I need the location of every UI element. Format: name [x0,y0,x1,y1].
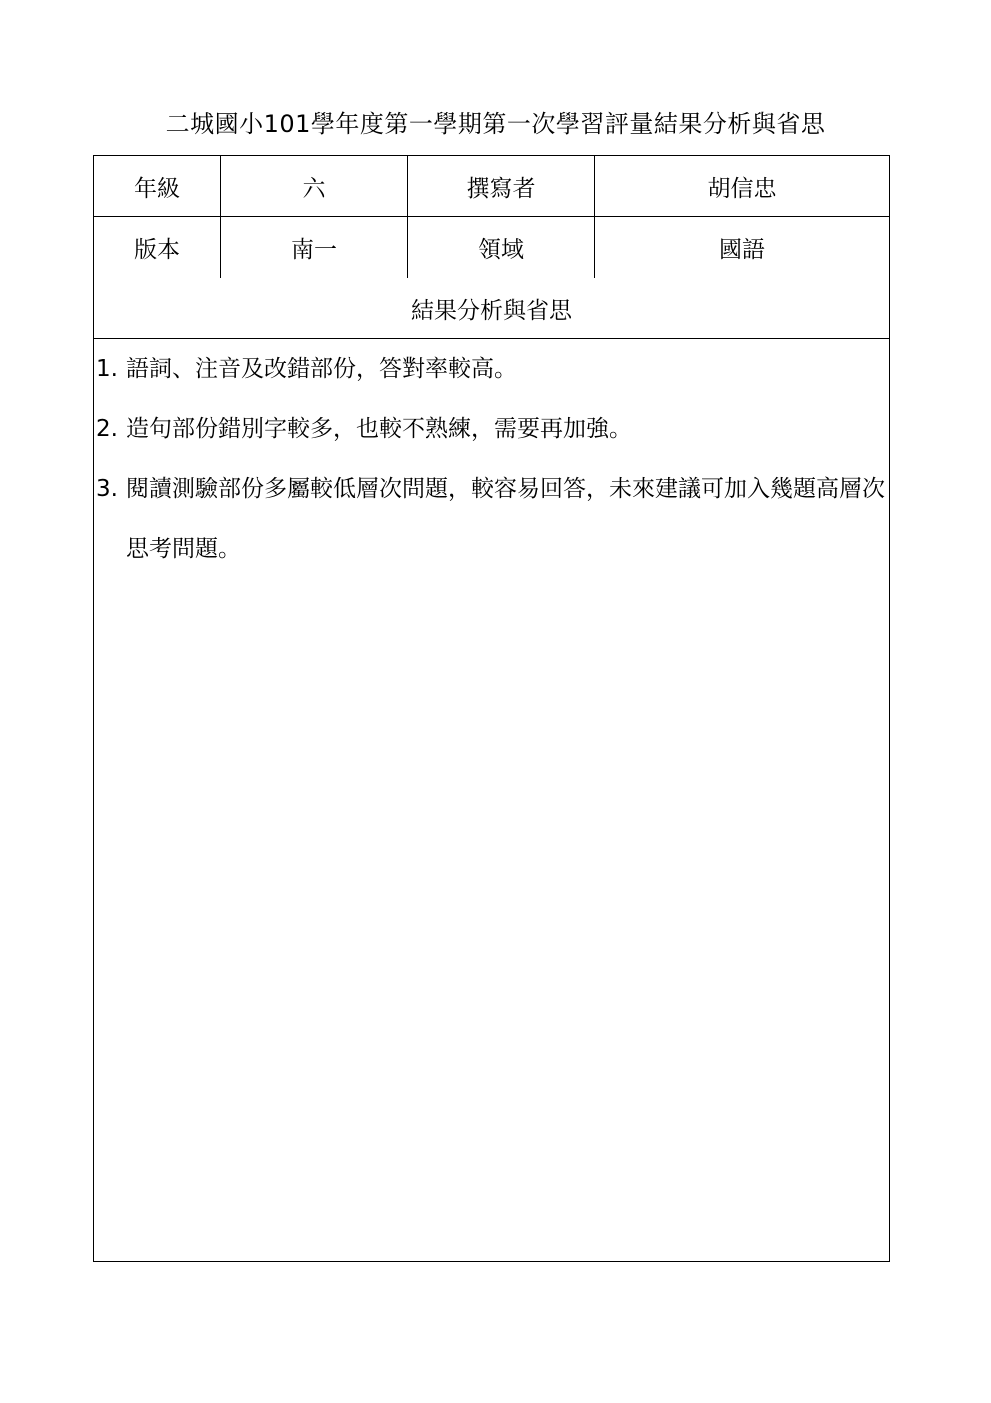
item-number: 2. [96,416,118,442]
analysis-content [94,339,889,1261]
analysis-item-3 [96,459,885,519]
analysis-heading-row [94,278,889,339]
item-number: 3. [96,476,118,502]
analysis-heading: 結果分析與省思 [411,297,572,324]
edition-label: 版本 [94,217,221,278]
analysis-item-3-continuation: 思考問題。 [126,536,241,562]
info-row-edition-domain [94,217,889,278]
analysis-form-table [93,155,890,1262]
edition-value: 南一 [221,217,408,278]
item-text: 語詞、注音及改錯部份，答對率較高。 [126,356,517,382]
analysis-item-1 [96,339,517,399]
analysis-item-2 [96,399,632,459]
domain-value: 國語 [719,237,765,263]
item-text: 閱讀測驗部份多屬較低層次問題，較容易回答，未來建議可加入幾題高層次 [126,476,885,502]
grade-value: 六 [221,156,408,216]
item-text: 造句部份錯別字較多，也較不熟練，需要再加強。 [126,416,632,442]
info-row-grade-author [94,156,889,217]
grade-label: 年級 [94,156,221,216]
document-title: 二城國小101學年度第一學期第一次學習評量結果分析與省思 [165,110,826,138]
domain-label: 領域 [408,217,595,278]
author-label: 撰寫者 [408,156,595,216]
item-number: 1. [96,356,118,382]
author-value: 胡信忠 [707,175,777,202]
